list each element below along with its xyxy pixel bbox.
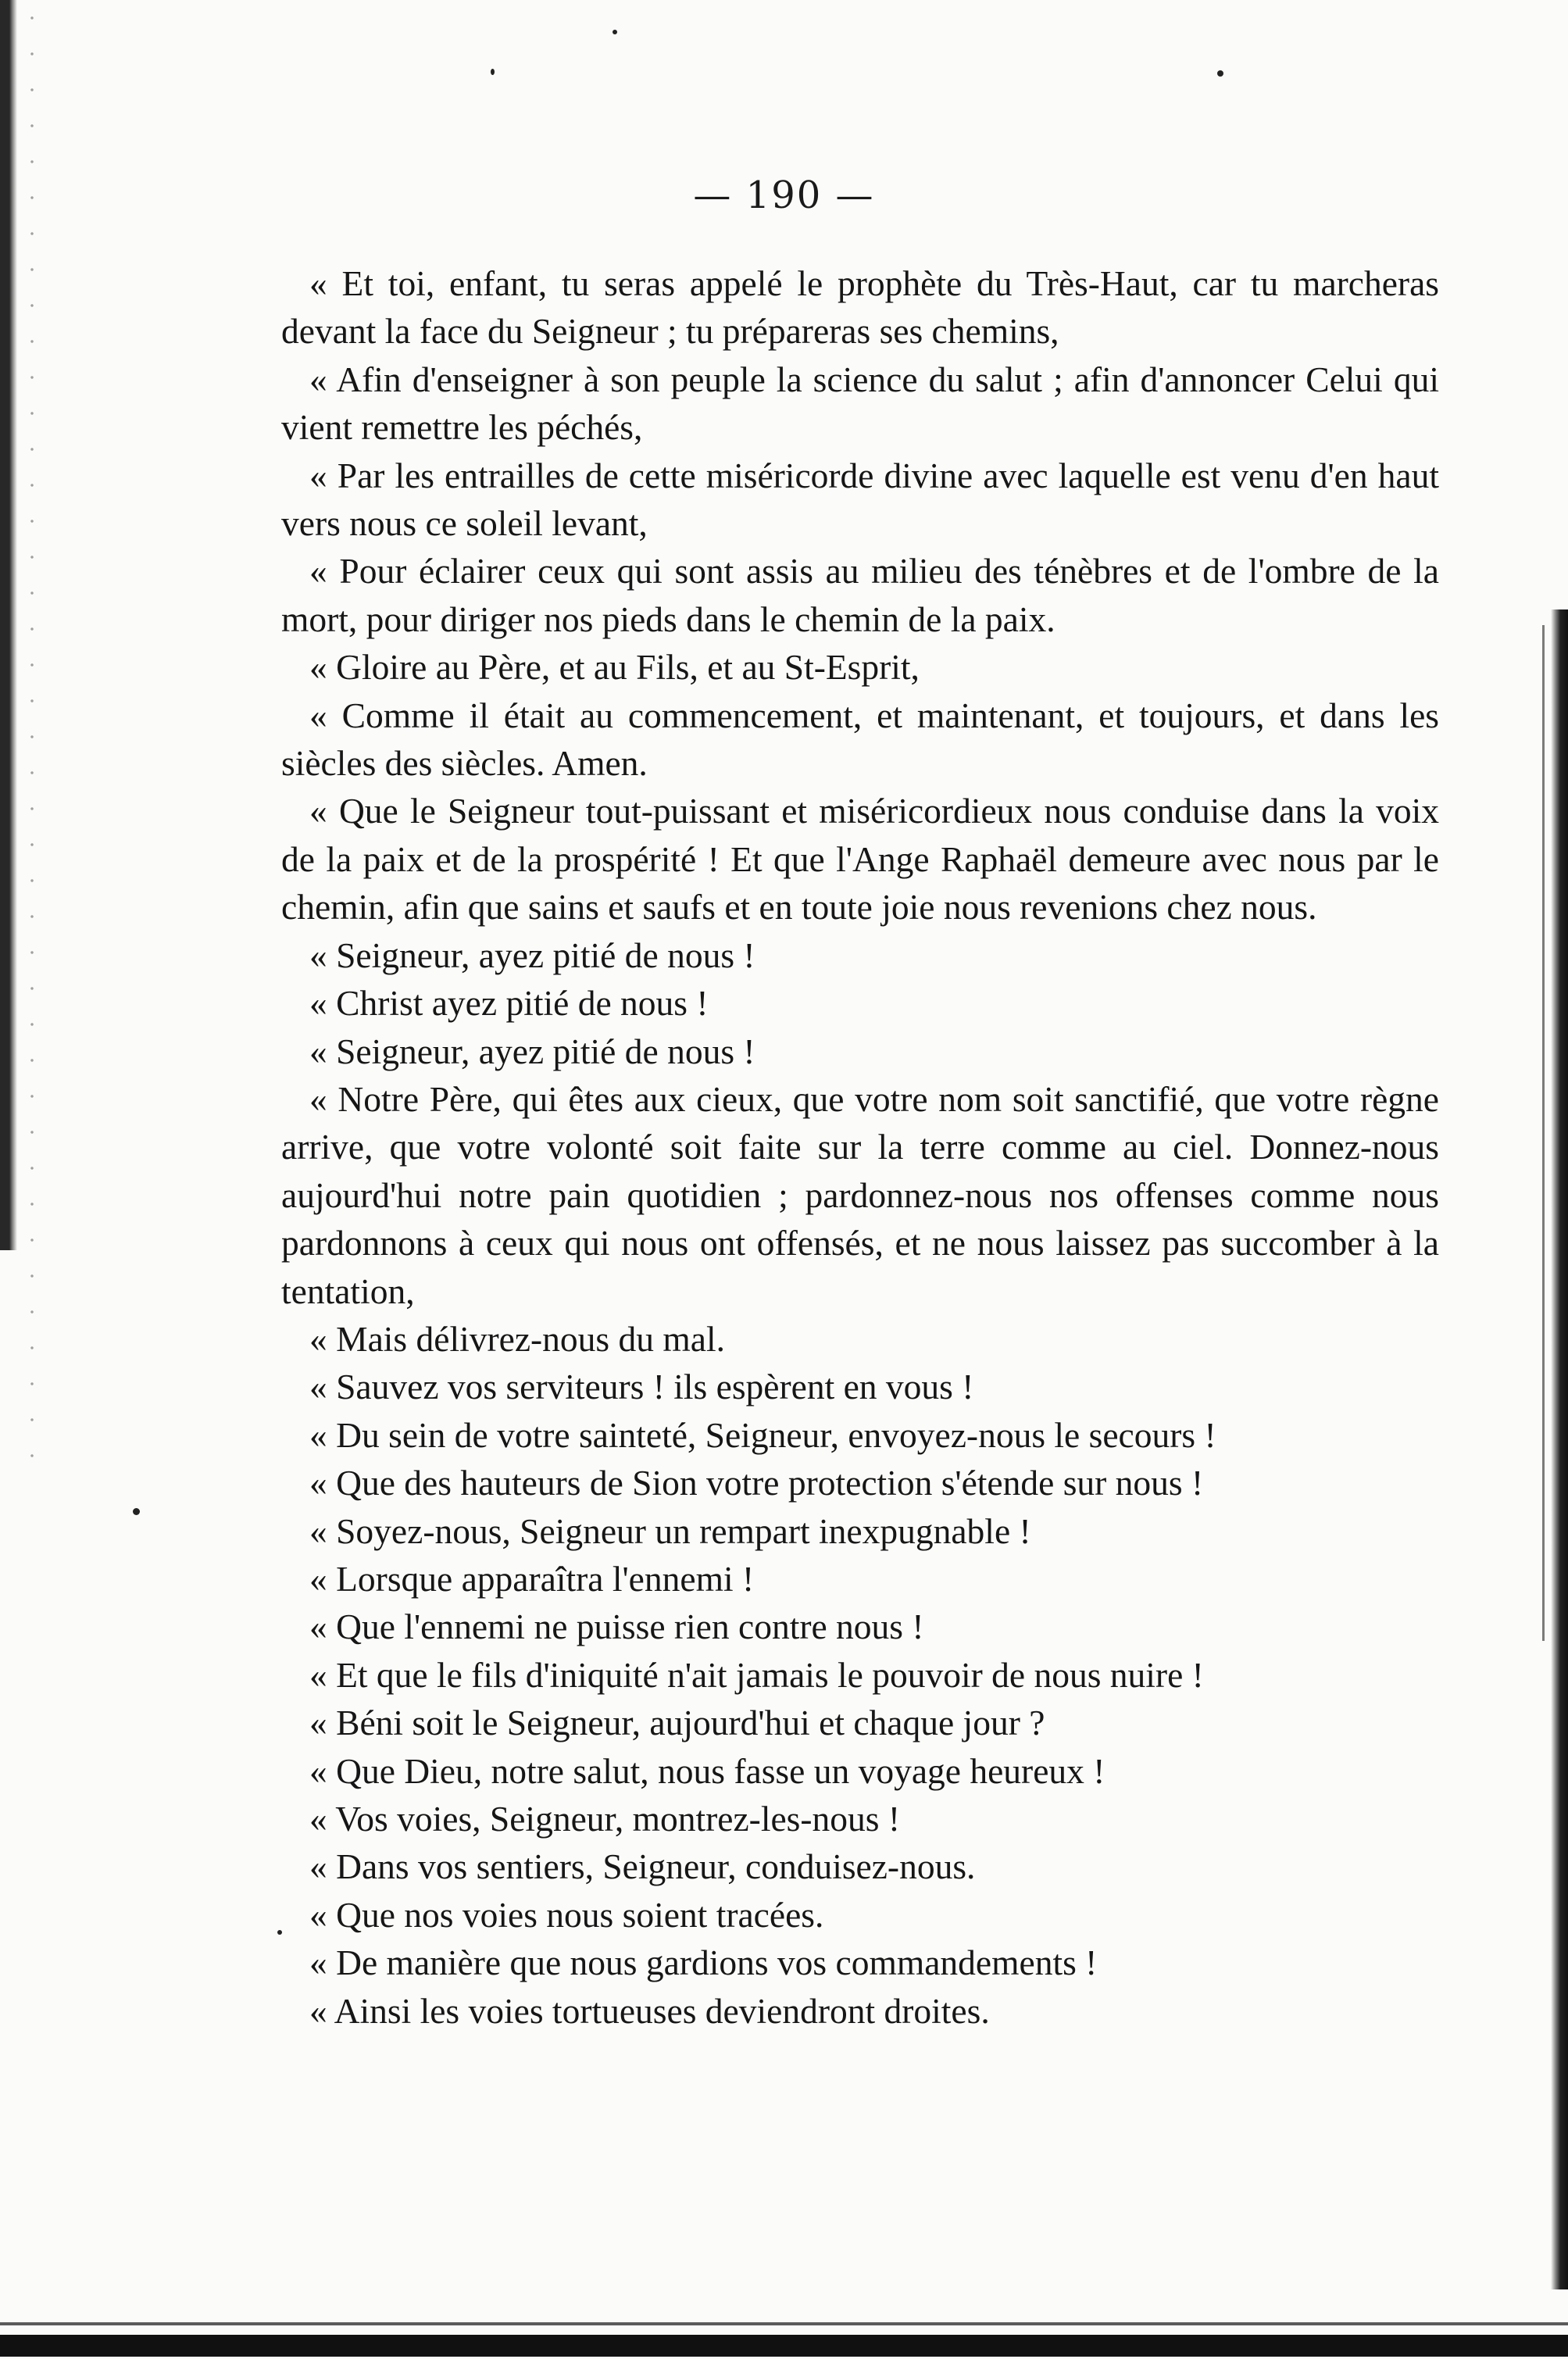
paragraph: « Par les entrailles de cette miséricorde divine avec laquelle est venu d'en haut vers nous ce soleil levant, [281, 455, 1439, 544]
paragraph: « Seigneur, ayez pitié de nous ! [309, 935, 755, 975]
paragraph: « Ainsi les voies tortueuses deviendront droites. [309, 1990, 990, 2031]
scan-bottom-bar [0, 2335, 1568, 2357]
scan-speck [133, 1508, 140, 1515]
paragraph: « Dans vos sentiers, Seigneur, conduisez-nous. [309, 1846, 976, 1887]
paragraph: « Que nos voies nous soient tracées. [309, 1894, 824, 1935]
paragraph: « Vos voies, Seigneur, montrez-les-nous ! [309, 1799, 900, 1839]
paragraph: « Mais délivrez-nous du mal. [309, 1318, 725, 1359]
page-number: — 190 — [693, 173, 875, 217]
scan-bottom-line [0, 2322, 1568, 2325]
paragraph: « Que des hauteurs de Sion votre protection s'étende sur nous ! [309, 1463, 1204, 1503]
paragraph: « Seigneur, ayez pitié de nous ! [309, 1031, 755, 1071]
paragraph: « Pour éclairer ceux qui sont assis au milieu des ténèbres et de l'ombre de la mort, pour diriger nos pieds dans le chemin de la paix. [281, 551, 1439, 639]
scan-speck [491, 69, 495, 75]
paragraph: « Que Dieu, notre salut, nous fasse un voyage heureux ! [309, 1750, 1105, 1791]
paragraph: « Du sein de votre sainteté, Seigneur, envoyez-nous le secours ! [309, 1414, 1216, 1455]
paragraph: « Et que le fils d'iniquité n'ait jamais le pouvoir de nous nuire ! [309, 1654, 1204, 1695]
paragraph: « Lorsque apparaîtra l'ennemi ! [309, 1558, 755, 1599]
paragraph: « Que le Seigneur tout-puissant et miséricordieux nous conduise dans la voix de la paix et de la prospérité ! Et que l'Ange Raphaël demeure avec nous par le chemin, afin que sains et saufs et en toute joie nous revenions chez nous. [281, 791, 1439, 928]
paragraph: « De manière que nous gardions vos commandements ! [309, 1943, 1098, 1983]
scan-right-edge [1551, 609, 1568, 2289]
paragraph: « Notre Père, qui êtes aux cieux, que votre nom soit sanctifié, que votre règne arrive, que votre volonté soit faite sur la terre comme au ciel. Donnez-nous aujourd'hui notre pain quotidien ; pardonnez-nous nos offenses comme nous pardonnons à ceux qui nous ont offensés, et ne nous laissez pas succomber à la tentation, [281, 1078, 1439, 1311]
paragraph: « Soyez-nous, Seigneur un rempart inexpugnable ! [309, 1510, 1031, 1551]
paragraph: « Sauvez vos serviteurs ! ils espèrent en vous ! [309, 1367, 974, 1407]
paragraph: « Gloire au Père, et au Fils, et au St-Esprit, [309, 647, 920, 688]
paragraph: « Et toi, enfant, tu seras appelé le prophète du Très-Haut, car tu marcheras devant la face du Seigneur ; tu prépareras ses chemins, [281, 263, 1439, 352]
paragraph: « Comme il était au commencement, et maintenant, et toujours, et dans les siècles des siècles. Amen. [281, 695, 1439, 784]
prayer-text [281, 259, 1439, 2035]
scan-speck [613, 30, 617, 34]
scan-right-line [1542, 625, 1545, 1641]
paragraph: « Christ ayez pitié de nous ! [309, 983, 709, 1024]
paragraph: « Béni soit le Seigneur, aujourd'hui et chaque jour ? [309, 1703, 1045, 1743]
paragraph: « Afin d'enseigner à son peuple la science du salut ; afin d'annoncer Celui qui vient remettre les péchés, [281, 359, 1439, 448]
scan-speck [1217, 70, 1223, 77]
scan-left-speckles [27, 0, 38, 1485]
paragraph: « Que l'ennemi ne puisse rien contre nous ! [309, 1607, 924, 1647]
